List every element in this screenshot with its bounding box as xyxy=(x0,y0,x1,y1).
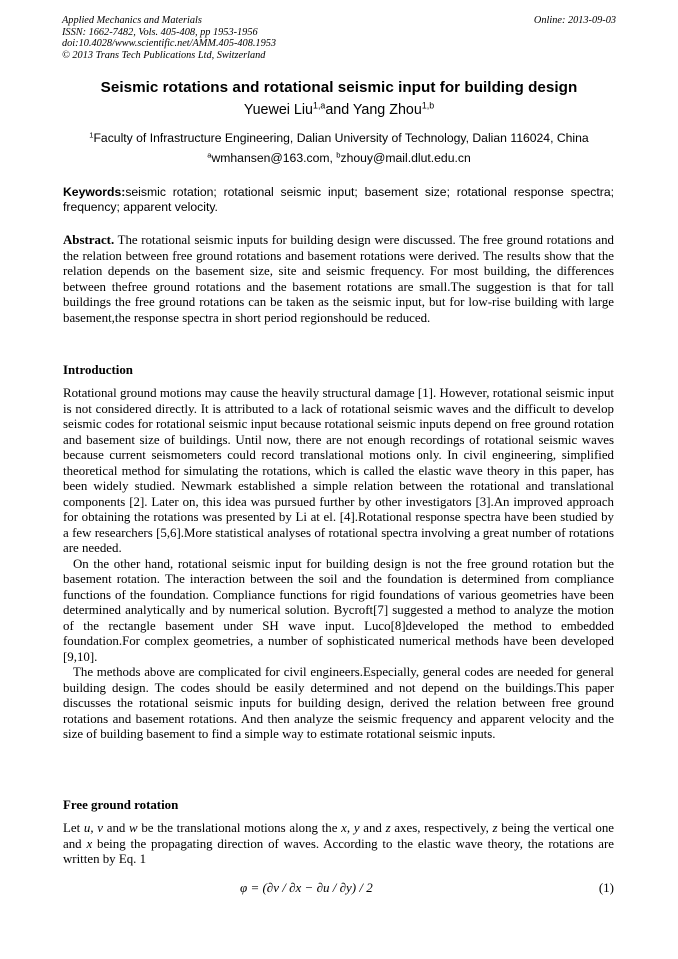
math-variable: u, xyxy=(83,821,94,835)
author-affil-marker: 1,a xyxy=(313,100,326,111)
math-variable: z xyxy=(492,821,498,835)
keywords xyxy=(63,185,614,214)
author-emails xyxy=(0,151,678,165)
free-ground-rotation-body xyxy=(63,821,614,868)
author-connector: and xyxy=(325,102,353,118)
text-run: Let xyxy=(63,821,84,835)
journal-name: Applied Mechanics and Materials xyxy=(62,15,202,26)
math-variable: x xyxy=(86,836,93,851)
affiliation xyxy=(0,131,678,145)
paragraph: On the other hand, rotational seismic input for building design is not the free ground rotation but the basement rotation. The interaction between the soil and the foundation is determined from compliance functions of the foundation. Compliance functions for rigid foundations of various geometries have been determined analytically and by numerical solution. Bycroft[7] suggested a method to analyze the motion of the rectangle basement under SH wave input. Luco[8]developed the method to embedded foundation.For complex geometries, a number of sophisticated numerical methods have been developed [9,10]. xyxy=(63,556,614,664)
email-marker: a xyxy=(207,150,212,160)
affil-text: Faculty of Infrastructure Engineering, Dalian University of Technology, Dalian 116024, China xyxy=(93,131,589,145)
author-name: Yuewei Liu xyxy=(243,102,314,118)
equation-expression: φ = (∂v / ∂x − ∂u / ∂y) / 2 xyxy=(240,880,373,895)
author-affil-marker: 1,b xyxy=(421,100,435,111)
equation-number: (1) xyxy=(598,880,614,895)
text-run: axes, respectively, xyxy=(390,821,493,835)
section-heading-free-ground-rotation: Free ground rotation xyxy=(63,798,179,812)
keywords-text: seismic rotation; rotational seismic input; basement size; rotational response spectra; frequency; apparent velocity. xyxy=(63,185,614,214)
text-run: be the translational motions along the xyxy=(137,821,342,835)
paragraph: The methods above are complicated for civil engineers.Especially, general codes are needed for general building design. The codes should be easily determined and not depend on the buildings.This paper discusses the rotational seismic inputs for building design, derived the relation between free ground rotations and basement rotations. And then analyze the seismic frequency and apparent velocity and the size of building basement to find a simple way to estimate rotational seismic inputs. xyxy=(63,665,614,741)
issn-line: ISSN: 1662-7482, Vols. 405-408, pp 1953-1956 xyxy=(62,26,258,38)
math-variable: x, xyxy=(341,821,351,835)
affil-marker: 1 xyxy=(89,130,94,140)
email-link[interactable]: zhouy@mail.dlut.edu.cn xyxy=(340,151,471,165)
authors-line xyxy=(0,102,678,118)
text-run: and xyxy=(103,821,130,835)
copyright-line: © 2013 Trans Tech Publications Ltd, Switzerland xyxy=(62,49,266,61)
introduction-body xyxy=(63,386,614,743)
math-variable: v xyxy=(97,821,104,835)
math-variable: y xyxy=(353,821,360,835)
email-link[interactable]: wmhansen@163.com, xyxy=(211,151,337,165)
equation-1 xyxy=(0,880,678,898)
keywords-label: Keywords: xyxy=(63,185,126,199)
text-run: and xyxy=(359,821,386,835)
email-marker: b xyxy=(336,150,341,160)
abstract xyxy=(63,233,614,326)
journal-header xyxy=(62,15,276,61)
abstract-text: The rotational seismic inputs for building design were discussed. The free ground rotations and the relation between free ground rotations and basement rotations were derived. The results show that the relation depends on the basement size, site and seismic frequency. For most building, the differences between thefree ground rotations and the basement rotations are small.The suggestion is that for tall buildings the free ground rotations can be taken as the seismic input, but for low-rise building with large basement,the response spectra in short period regionshould be reduced. xyxy=(63,233,614,325)
section-heading-introduction: Introduction xyxy=(63,363,133,377)
paragraph: Rotational ground motions may cause the heavily structural damage [1]. However, rotational seismic input is not considered directly. It is attributed to a lack of rotational seismic waves and the difficult to develop seismic codes for rotational seismic input because rotational seismic inputs depend on free ground rotation and basement size of buildings. Until now, there are not enough recordings of rotational seismic waves because current seismometers could record translational motions only. In civil engineering, simplified theoretical method for simulating the rotations, which is called the elastic wave theory in this paper, has been widely studied. Newmark established a simple relation between the rotational and translational components [2]. Later on, this idea was pursued further by other investigators [3].An improved approach for obtaining the rotations was presented by Li at el. [4].Rotational response spectra have been studied by a few researchers [5,6].More statistical analyses of rotational spectra involving a great number of rotations are needed. xyxy=(63,386,614,555)
math-variable: w xyxy=(129,821,138,835)
text-run: being the vertical one and xyxy=(63,821,615,851)
math-variable: z xyxy=(385,821,391,835)
paper-title: Seismic rotations and rotational seismic input for building design xyxy=(100,79,578,96)
online-date: Online: 2013-09-03 xyxy=(533,15,616,26)
text-run: being the propagating direction of waves. According to the elastic wave theory, the rotations are written by Eq. 1 xyxy=(63,836,614,866)
abstract-label: Abstract. xyxy=(63,233,115,247)
doi-line: doi:10.4028/www.scientific.net/AMM.405-408.1953 xyxy=(62,38,277,50)
author-name: Yang Zhou xyxy=(352,102,422,118)
paragraph xyxy=(63,821,614,868)
